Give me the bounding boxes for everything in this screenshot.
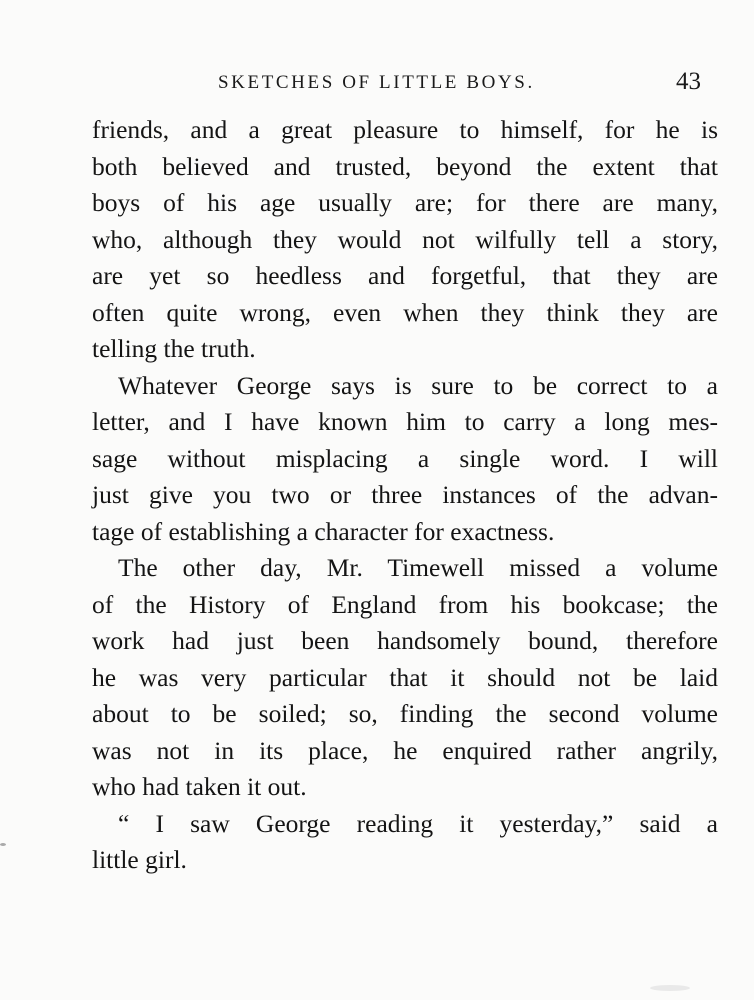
paragraph [92,550,718,806]
scan-speck [650,985,690,991]
text-line: often quite wrong, even when they think they are [92,297,718,327]
text-line: sage without misplacing a single word. I will [92,443,718,473]
text-line: Whatever George says is sure to be correct to a [118,370,718,400]
text-line: friends, and a great pleasure to himself, for he is [92,115,718,144]
text-line: he was very particular that it should not be laid [92,662,718,692]
text-line: both believed and trusted, beyond the extent that [92,151,718,181]
paragraph [92,806,718,879]
text-line: little girl. [92,845,187,874]
running-head: SKETCHES OF LITTLE BOYS. [218,72,535,93]
text-line: just give you two or three instances of the advan- [92,480,718,509]
text-line: was not in its place, he enquired rather angrily, [92,735,718,765]
page-header [0,70,754,100]
text-line: who, although they would not wilfully tell a story, [92,224,718,254]
text-line: letter, and I have known him to carry a long mes- [92,407,718,436]
text-line: The other day, Mr. Timewell missed a volume [118,553,718,582]
page-number: 43 [676,68,701,95]
text-line: who had taken it out. [92,772,307,801]
text-line: tage of establishing a character for exactness. [92,516,555,546]
scan-speck [0,843,6,846]
text-line: “ I saw George reading it yesterday,” said a [118,808,718,838]
text-line: boys of his age usually are; for there are many, [92,188,718,217]
text-line: work had just been handsomely bound, therefore [92,626,718,655]
text-line: of the History of England from his bookcase; the [92,589,718,619]
body-text [92,112,718,879]
paragraph [92,368,718,551]
text-line: about to be soiled; so, finding the second volume [92,699,718,728]
text-line: are yet so heedless and forgetful, that they are [92,261,718,290]
text-line: telling the truth. [92,334,256,363]
paragraph [92,112,718,368]
